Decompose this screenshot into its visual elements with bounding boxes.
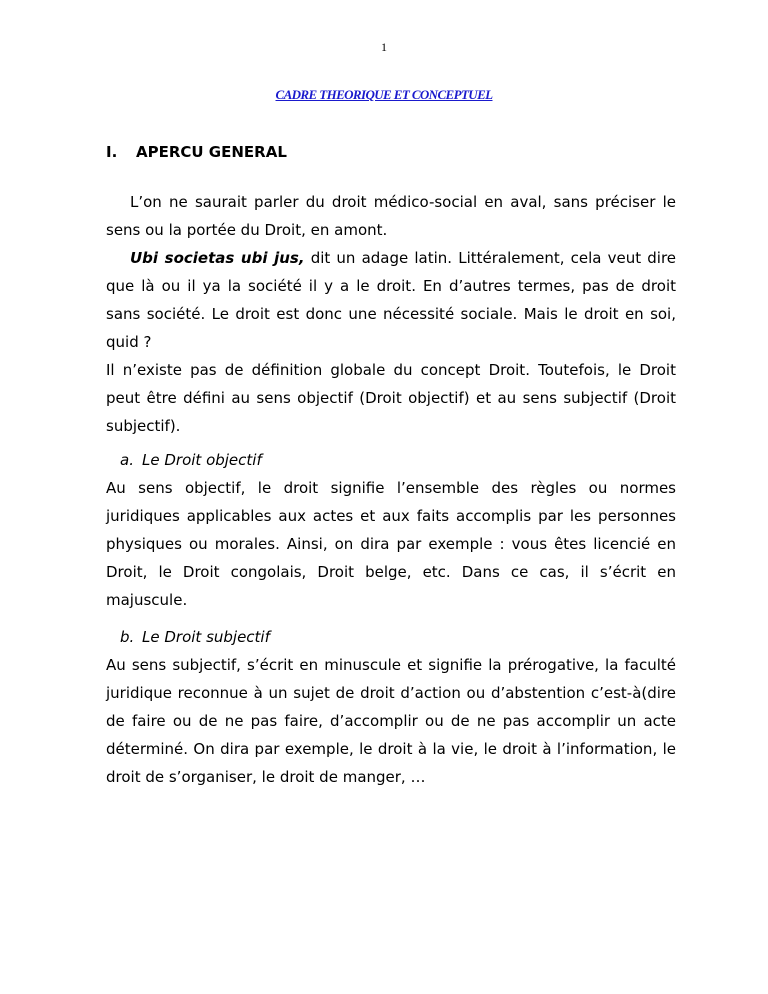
subsection-title: Le Droit objectif bbox=[142, 451, 262, 469]
subsection-objectif bbox=[106, 446, 676, 614]
subsection-title: Le Droit subjectif bbox=[142, 628, 270, 646]
section-title: APERCU GENERAL bbox=[136, 143, 287, 161]
subsection-letter: a. bbox=[120, 451, 134, 469]
document-title: CADRE THEORIQUE ET CONCEPTUEL bbox=[275, 87, 493, 102]
subsection-text-objectif: Au sens objectif, le droit signifie l’ensemble des règles ou normes juridiques applicables aux actes et aux faits accomplis par les personnes physiques ou morales. Ainsi, on dira par exemple : vous êtes licencié en Droit, le Droit congolais, Droit belge, etc. Dans ce cas, il s’écrit en majuscule. bbox=[106, 479, 676, 609]
subsection-subjectif bbox=[106, 623, 676, 791]
section-number: I. bbox=[106, 143, 118, 161]
section-heading bbox=[106, 143, 287, 161]
subsection-text-subjectif: Au sens subjectif, s’écrit en minuscule et signifie la prérogative, la faculté juridique reconnue à un sujet de droit d’action ou d’abstention c’est-à(dire de faire ou de ne pas faire, d’accomplir ou de ne pas accomplir un acte déterminé. On dira par exemple, le droit à la vie, le droit à l’information, le droit de s’organiser, le droit de manger, … bbox=[106, 656, 676, 786]
paragraph-adage-text: dit un adage latin. Littéralement, cela veut dire que là ou il ya la société il y a le droit. En d’autres termes, pas de droit sans société. Le droit est donc une nécessité sociale. Mais le droit en soi, quid ? bbox=[106, 249, 677, 351]
paragraph-intro: L’on ne saurait parler du droit médico-social en aval, sans préciser le sens ou la portée du Droit, en amont. bbox=[106, 193, 676, 239]
subsection-heading-objectif bbox=[120, 446, 676, 474]
latin-adage: Ubi societas ubi jus, bbox=[130, 249, 305, 267]
paragraph-adage bbox=[106, 244, 676, 356]
intro-block bbox=[106, 188, 676, 440]
paragraph-definition: Il n’existe pas de définition globale du concept Droit. Toutefois, le Droit peut être défini au sens objectif (Droit objectif) et au sens subjectif (Droit subjectif). bbox=[106, 361, 676, 435]
page-number: 1 bbox=[381, 40, 387, 54]
subsection-heading-subjectif bbox=[120, 623, 676, 651]
subsection-letter: b. bbox=[120, 628, 135, 646]
